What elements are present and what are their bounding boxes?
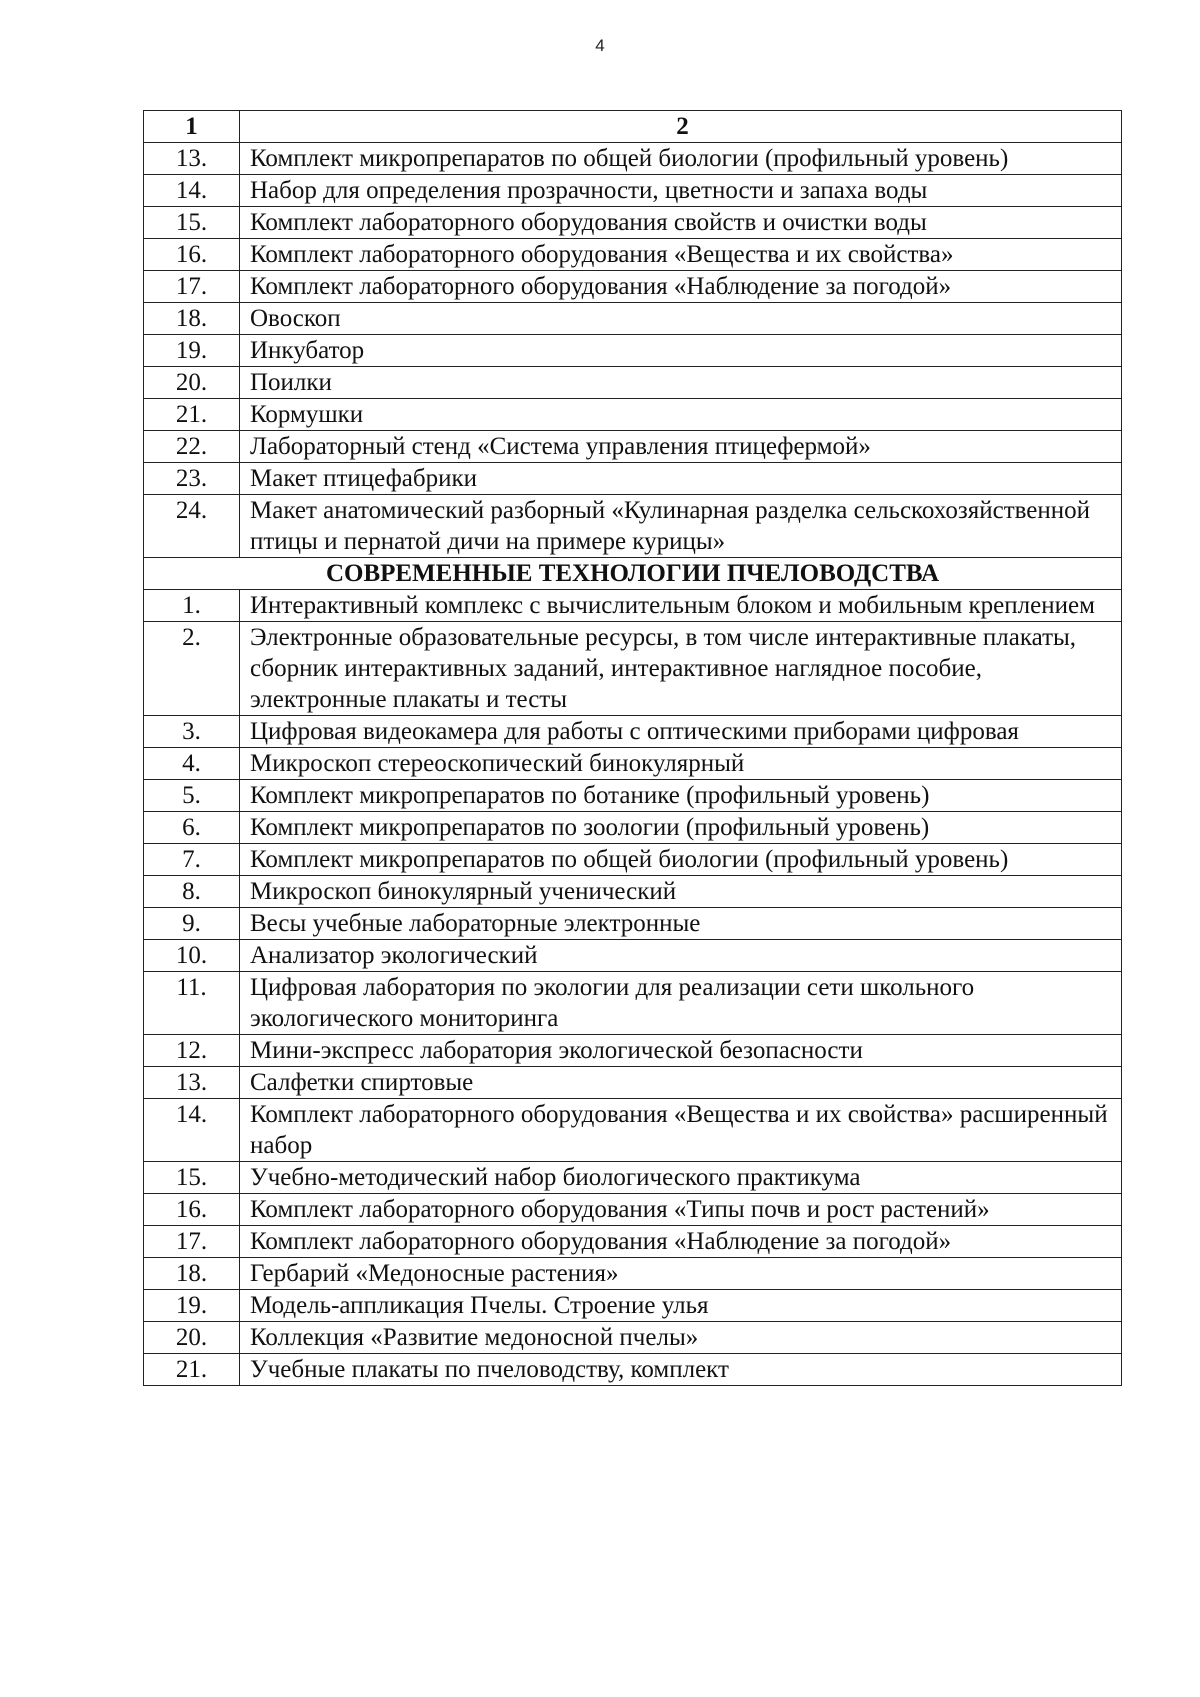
- table-row: [144, 844, 1122, 876]
- row-item-name: Инкубатор: [240, 335, 1122, 367]
- table-header-row: [144, 111, 1122, 143]
- row-number: 6.: [144, 812, 240, 844]
- table-row: [144, 463, 1122, 495]
- page-number: 4: [595, 36, 605, 55]
- row-number: 4.: [144, 748, 240, 780]
- table-row: [144, 239, 1122, 271]
- row-item-name: Комплект лабораторного оборудования «Вещества и их свойства»: [240, 239, 1122, 271]
- table-row: [144, 1354, 1122, 1386]
- table-row: [144, 908, 1122, 940]
- row-item-name: Комплект лабораторного оборудования свойств и очистки воды: [240, 207, 1122, 239]
- row-number: 16.: [144, 1194, 240, 1226]
- row-item-name: Комплект лабораторного оборудования «Наблюдение за погодой»: [240, 1226, 1122, 1258]
- row-number: 19.: [144, 335, 240, 367]
- row-item-name: Микроскоп стереоскопический бинокулярный: [240, 748, 1122, 780]
- header-col-name: 2: [240, 111, 1122, 143]
- row-item-name: Поилки: [240, 367, 1122, 399]
- table-row: [144, 271, 1122, 303]
- row-number: 20.: [144, 1322, 240, 1354]
- table-row: [144, 972, 1122, 1035]
- row-number: 20.: [144, 367, 240, 399]
- row-number: 19.: [144, 1290, 240, 1322]
- row-item-name: Комплект лабораторного оборудования «Вещества и их свойства» расширенный набор: [240, 1099, 1122, 1162]
- section-title: СОВРЕМЕННЫЕ ТЕХНОЛОГИИ ПЧЕЛОВОДСТВА: [144, 558, 1122, 590]
- table-row: [144, 1258, 1122, 1290]
- row-item-name: Модель-аппликация Пчелы. Строение улья: [240, 1290, 1122, 1322]
- row-number: 16.: [144, 239, 240, 271]
- row-number: 9.: [144, 908, 240, 940]
- row-item-name: Макет птицефабрики: [240, 463, 1122, 495]
- table-row: [144, 303, 1122, 335]
- row-number: 3.: [144, 716, 240, 748]
- row-number: 21.: [144, 399, 240, 431]
- equipment-table: [143, 110, 1122, 1386]
- row-number: 13.: [144, 143, 240, 175]
- row-item-name: Учебно-методический набор биологического практикума: [240, 1162, 1122, 1194]
- table-row: [144, 716, 1122, 748]
- row-number: 15.: [144, 1162, 240, 1194]
- row-number: 14.: [144, 175, 240, 207]
- row-item-name: Кормушки: [240, 399, 1122, 431]
- row-item-name: Коллекция «Развитие медоносной пчелы»: [240, 1322, 1122, 1354]
- row-item-name: Мини-экспресс лаборатория экологической безопасности: [240, 1035, 1122, 1067]
- row-item-name: Анализатор экологический: [240, 940, 1122, 972]
- table-row: [144, 1067, 1122, 1099]
- row-item-name: Комплект микропрепаратов по ботанике (профильный уровень): [240, 780, 1122, 812]
- row-item-name: Электронные образовательные ресурсы, в том числе интерактивные плакаты, сборник интерактивных заданий, интерактивное наглядное пособие, электронные плакаты и тесты: [240, 622, 1122, 716]
- table-row: [144, 812, 1122, 844]
- table-row: [144, 1162, 1122, 1194]
- row-number: 18.: [144, 303, 240, 335]
- row-number: 22.: [144, 431, 240, 463]
- table-row: [144, 495, 1122, 558]
- row-item-name: Лабораторный стенд «Система управления птицефермой»: [240, 431, 1122, 463]
- row-number: 13.: [144, 1067, 240, 1099]
- table-row: [144, 143, 1122, 175]
- table-row: [144, 1290, 1122, 1322]
- row-item-name: Комплект микропрепаратов по общей биологии (профильный уровень): [240, 844, 1122, 876]
- table-row: [144, 748, 1122, 780]
- row-number: 1.: [144, 590, 240, 622]
- row-number: 17.: [144, 1226, 240, 1258]
- table-row: [144, 1322, 1122, 1354]
- table-row: [144, 876, 1122, 908]
- table-row: [144, 335, 1122, 367]
- table-row: [144, 367, 1122, 399]
- row-number: 8.: [144, 876, 240, 908]
- row-number: 7.: [144, 844, 240, 876]
- row-item-name: Цифровая лаборатория по экологии для реализации сети школьного экологического мониторинга: [240, 972, 1122, 1035]
- table-row: [144, 207, 1122, 239]
- table-row: [144, 1194, 1122, 1226]
- row-item-name: Набор для определения прозрачности, цветности и запаха воды: [240, 175, 1122, 207]
- row-number: 23.: [144, 463, 240, 495]
- header-col-number: 1: [144, 111, 240, 143]
- row-item-name: Цифровая видеокамера для работы с оптическими приборами цифровая: [240, 716, 1122, 748]
- row-item-name: Комплект лабораторного оборудования «Наблюдение за погодой»: [240, 271, 1122, 303]
- table-row: [144, 175, 1122, 207]
- row-item-name: Салфетки спиртовые: [240, 1067, 1122, 1099]
- row-item-name: Микроскоп бинокулярный ученический: [240, 876, 1122, 908]
- row-item-name: Учебные плакаты по пчеловодству, комплект: [240, 1354, 1122, 1386]
- row-item-name: Комплект лабораторного оборудования «Типы почв и рост растений»: [240, 1194, 1122, 1226]
- section-header-row: [144, 558, 1122, 590]
- table-row: [144, 1035, 1122, 1067]
- row-item-name: Макет анатомический разборный «Кулинарная разделка сельскохозяйственной птицы и пернатой дичи на примере курицы»: [240, 495, 1122, 558]
- row-number: 10.: [144, 940, 240, 972]
- table-row: [144, 940, 1122, 972]
- row-item-name: Весы учебные лабораторные электронные: [240, 908, 1122, 940]
- table-row: [144, 780, 1122, 812]
- row-number: 12.: [144, 1035, 240, 1067]
- row-number: 2.: [144, 622, 240, 716]
- table-row: [144, 590, 1122, 622]
- table-row: [144, 399, 1122, 431]
- table-row: [144, 431, 1122, 463]
- row-number: 18.: [144, 1258, 240, 1290]
- table-row: [144, 1099, 1122, 1162]
- row-number: 11.: [144, 972, 240, 1035]
- row-number: 14.: [144, 1099, 240, 1162]
- row-item-name: Комплект микропрепаратов по общей биологии (профильный уровень): [240, 143, 1122, 175]
- row-number: 24.: [144, 495, 240, 558]
- row-number: 17.: [144, 271, 240, 303]
- table-row: [144, 622, 1122, 716]
- row-number: 21.: [144, 1354, 240, 1386]
- row-item-name: Овоскоп: [240, 303, 1122, 335]
- row-number: 15.: [144, 207, 240, 239]
- table-row: [144, 1226, 1122, 1258]
- row-item-name: Интерактивный комплекс с вычислительным блоком и мобильным креплением: [240, 590, 1122, 622]
- row-number: 5.: [144, 780, 240, 812]
- row-item-name: Гербарий «Медоносные растения»: [240, 1258, 1122, 1290]
- row-item-name: Комплект микропрепаратов по зоологии (профильный уровень): [240, 812, 1122, 844]
